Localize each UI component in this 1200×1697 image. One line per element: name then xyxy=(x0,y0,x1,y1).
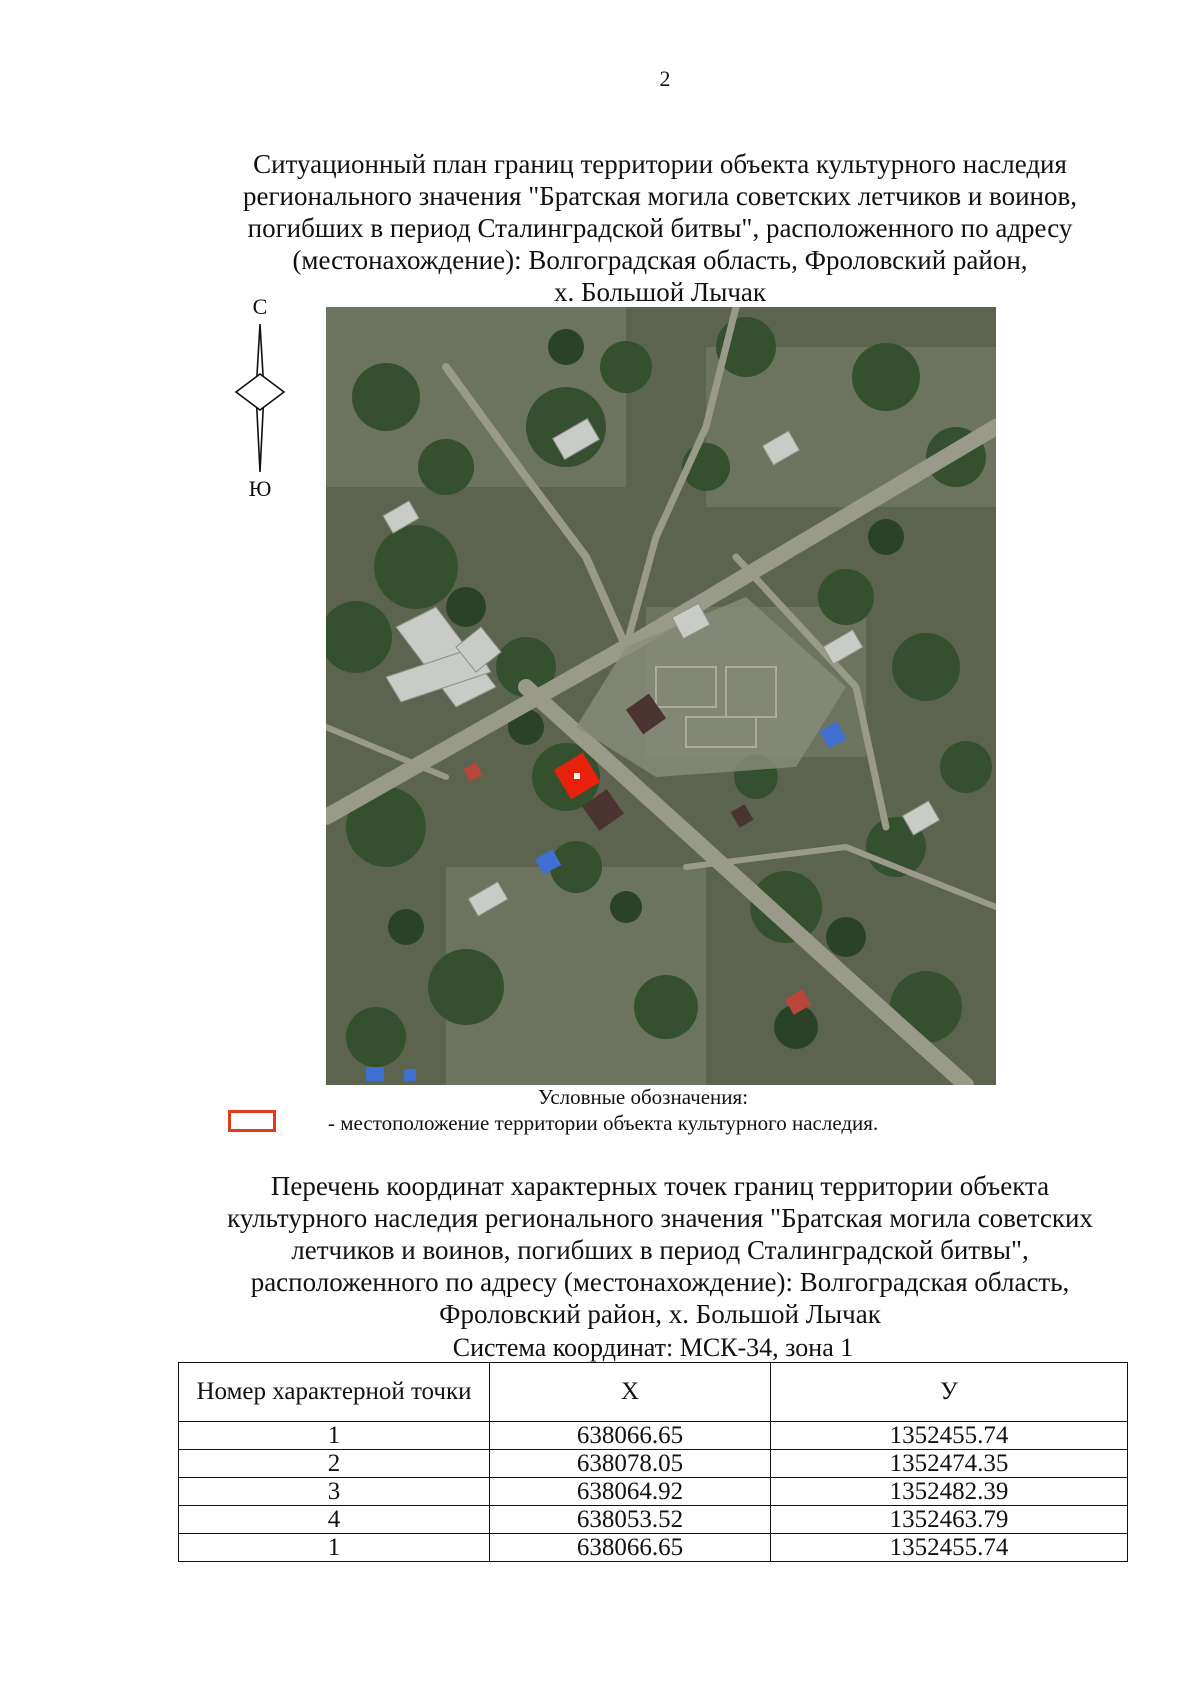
x-cell: 638066.65 xyxy=(490,1534,771,1562)
legend-item-label: - местоположение территории объекта культурного наследия. xyxy=(328,1111,879,1135)
plan-title-line: х. Большой Лычак xyxy=(553,277,767,307)
point-number-cell: 1 xyxy=(179,1422,490,1450)
plan-title xyxy=(200,148,1120,308)
x-cell: 638053.52 xyxy=(490,1506,771,1534)
coordinates-table xyxy=(178,1362,1128,1562)
compass-south-label: Ю xyxy=(248,476,272,501)
list-title-line: Перечень координат характерных точек границ территории объекта xyxy=(270,1171,1050,1201)
page-number: 2 xyxy=(659,66,671,91)
coordinates-list-title xyxy=(190,1170,1130,1330)
table-row xyxy=(179,1450,1128,1478)
legend-swatch-icon xyxy=(228,1110,276,1132)
table-row xyxy=(179,1422,1128,1450)
point-number-cell: 3 xyxy=(179,1478,490,1506)
y-cell: 1352482.39 xyxy=(771,1478,1128,1506)
north-arrow xyxy=(230,294,290,504)
list-title-line: расположенного по адресу (местонахождение): Волгоградская область, xyxy=(250,1267,1070,1297)
x-cell: 638064.92 xyxy=(490,1478,771,1506)
y-cell: 1352455.74 xyxy=(771,1534,1128,1562)
point-number-cell: 2 xyxy=(179,1450,490,1478)
table-row xyxy=(179,1534,1128,1562)
y-cell: 1352474.35 xyxy=(771,1450,1128,1478)
table-header-row xyxy=(179,1363,1128,1422)
plan-title-line: (местонахождение): Волгоградская область, Фроловский район, xyxy=(292,245,1028,275)
x-cell: 638078.05 xyxy=(490,1450,771,1478)
y-cell: 1352455.74 xyxy=(771,1422,1128,1450)
plan-title-line: регионального значения "Братская могила советских летчиков и воинов, xyxy=(243,181,1077,211)
plan-title-line: погибших в период Сталинградской битвы", расположенного по адресу xyxy=(247,213,1073,243)
point-number-cell: 4 xyxy=(179,1506,490,1534)
satellite-map xyxy=(326,307,996,1085)
list-title-line: Фроловский район, х. Большой Лычак xyxy=(439,1299,881,1329)
header-x: X xyxy=(490,1363,771,1422)
x-cell: 638066.65 xyxy=(490,1422,771,1450)
table-row xyxy=(179,1478,1128,1506)
list-title-line: летчиков и воинов, погибших в период Сталинградской битвы", xyxy=(291,1235,1029,1265)
coordinate-system-label: Система координат: МСК-34, зона 1 xyxy=(452,1333,854,1362)
point-number-cell: 1 xyxy=(179,1534,490,1562)
legend-title: Условные обозначения: xyxy=(538,1085,749,1109)
compass-north-label: С xyxy=(252,294,268,319)
header-y: У xyxy=(771,1363,1128,1422)
table-row xyxy=(179,1506,1128,1534)
compass-rose-icon xyxy=(230,320,290,472)
plan-title-line: Ситуационный план границ территории объекта культурного наследия xyxy=(253,149,1067,179)
y-cell: 1352463.79 xyxy=(771,1506,1128,1534)
list-title-line: культурного наследия регионального значения "Братская могила советских xyxy=(227,1203,1093,1233)
header-point-number: Номер характерной точки xyxy=(179,1363,490,1422)
